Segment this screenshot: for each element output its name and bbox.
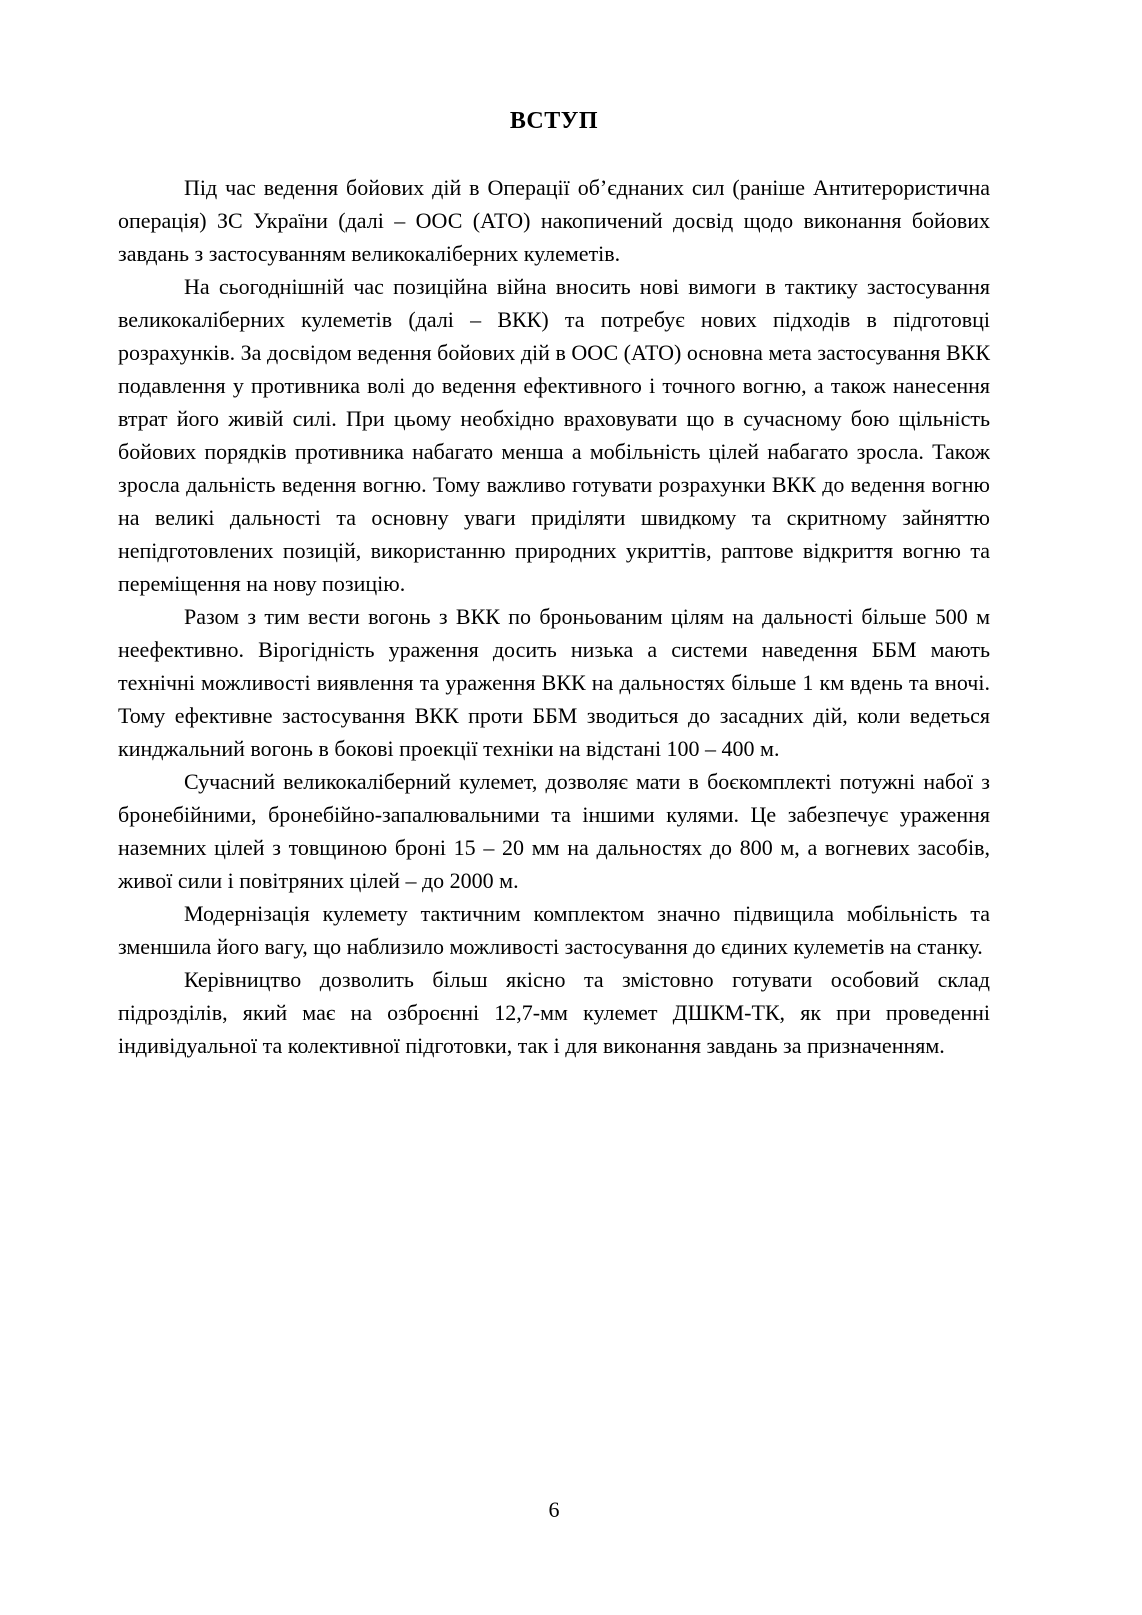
paragraph-positional-war: На сьогоднішній час позиційна війна вносить нові вимоги в тактику застосування великокаліберних кулеметів (далі – ВКК) та потребує нових підходів в підготовці розрахунків. За досвідом ведення бойових дій в ООС (АТО) основна мета застосування ВКК подавлення у противника волі до ведення ефективного і точного вогню, а також нанесення втрат його живій силі. При цьому необхідно враховувати що в сучасному бою щільність бойових порядків противника набагато менша а мобільність цілей набагато зросла. Також зросла дальність ведення вогню. Тому важливо готувати розрахунки ВКК до ведення вогню на великі дальності та основну уваги приділяти швидкому та скритному зайняттю непідготовлених позицій, використанню природних укриттів, раптове відкриття вогню та переміщення на нову позицію. [118,274,990,596]
paragraph-manual-purpose: Керівництво дозволить більш якісно та змістовно готувати особовий склад підрозділів, який має на озброєнні 12,7-мм кулемет ДШКМ-ТК, як при проведенні індивідуальної та колективної підготовки, так і для виконання завдань за призначенням. [118,967,990,1058]
document-body [118,171,990,1062]
page-title: ВСТУП [509,108,599,134]
paragraph-modern-machinegun: Сучасний великокаліберний кулемет, дозволяє мати в боєкомплекті потужні набої з бронебійними, бронебійно-запалювальними та іншими кулями. Це забезпечує ураження наземних цілей з товщиною броні 15 – 20 мм на дальностях до 800 м, а вогневих засобів, живої сили і повітряних цілей – до 2000 м. [118,769,990,893]
paragraph-intro-ooc: Під час ведення бойових дій в Операції об’єднаних сил (раніше Антитерористична операція) ЗС України (далі – ООС (АТО) накопичений досвід щодо виконання бойових завдань з застосуванням великокаліберних кулеметів. [118,175,990,266]
page-number: 6 [548,1497,560,1522]
paragraph-armored-targets: Разом з тим вести вогонь з ВКК по броньованим цілям на дальності більше 500 м неефективно. Вірогідність ураження досить низька а системи наведення ББМ мають технічні можливості виявлення та ураження ВКК на дальностях більше 1 км вдень та вночі. Тому ефективне застосування ВКК проти ББМ зводиться до засадних дій, коли ведеться кинджальний вогонь в бокові проекції техніки на відстані 100 – 400 м. [118,604,990,761]
paragraph-modernization: Модернізація кулемету тактичним комплектом значно підвищила мобільність та зменшила його вагу, що наблизило можливості застосування до єдиних кулеметів на станку. [118,901,990,959]
